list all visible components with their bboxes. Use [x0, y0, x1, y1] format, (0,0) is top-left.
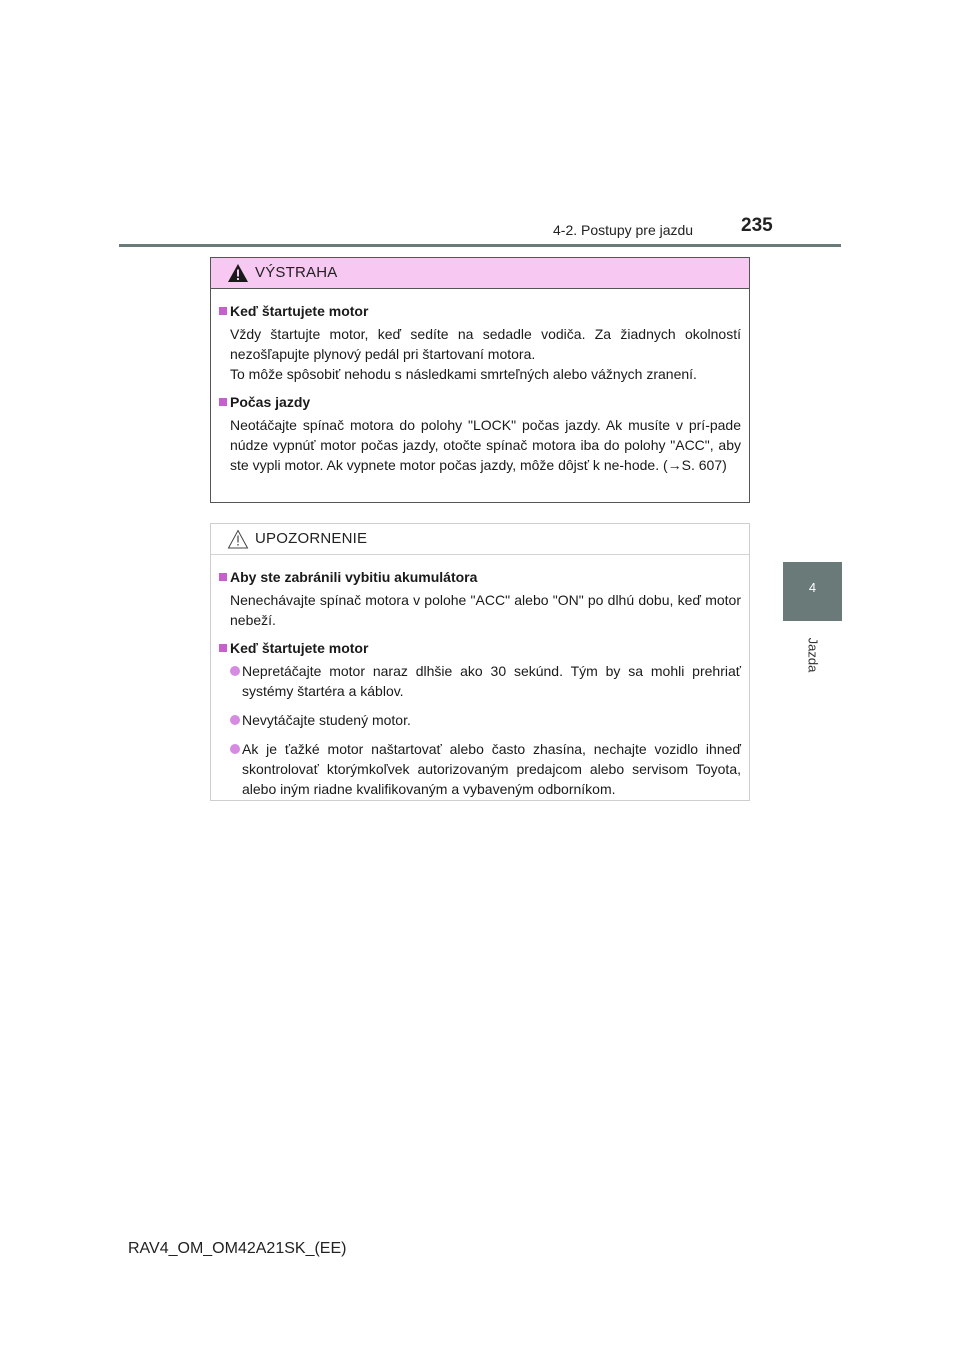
warning-item-title: [219, 392, 741, 412]
round-bullet-icon: [230, 715, 240, 725]
chapter-label-text: Jazda: [805, 637, 820, 673]
item-title-text: Aby ste zabránili vybitiu akumulátora: [230, 569, 478, 585]
warning-item-text: Neotáčajte spínač motora do polohy "LOCK" počas jazdy. Ak musíte v prí-pade núdze vypnúť motor počas jazdy, otočte spínač motora iba do polohy "ACC", aby ste vypli motor. Ak vypnete motor počas jazdy, môže dôjsť k ne-hode. (→S. 607): [230, 417, 741, 473]
notice-label: UPOZORNENIE: [255, 530, 368, 547]
warning-label: VÝSTRAHA: [255, 264, 338, 281]
warning-item-title: [219, 301, 741, 321]
square-bullet-icon: [219, 644, 227, 652]
warning-body: [211, 289, 749, 475]
caution-triangle-icon: [227, 529, 249, 549]
notice-body: [211, 555, 749, 799]
square-bullet-icon: [219, 573, 227, 581]
square-bullet-icon: [219, 307, 227, 315]
notice-item-title: [219, 567, 741, 587]
warning-triangle-icon: [227, 263, 249, 283]
warning-box: [210, 257, 750, 503]
page-number: 235: [741, 215, 773, 236]
notice-header: [211, 524, 749, 555]
bullet-text: Ak je ťažké motor naštartovať alebo často zhasína, nechajte vozidlo ihneď skontrolovať ktorýmkoľvek autorizovaným predajcom alebo servisom Toyota, alebo iným riadne kvalifikovaným a vybaveným odborníkom.: [242, 741, 741, 797]
item-title-text: Počas jazdy: [230, 394, 311, 410]
round-bullet-icon: [230, 744, 240, 754]
notice-item-text: Nenechávajte spínač motora v polohe "ACC" alebo "ON" po dlhú dobu, keď motor nebeží.: [230, 592, 741, 628]
notice-bullet: [219, 710, 741, 730]
item-title-text: Keď štartujete motor: [230, 640, 369, 656]
warning-item-text: Vždy štartujte motor, keď sedíte na sedadle vodiča. Za žiadnych okolností nezošľapujte plynový pedál pri štartovaní motora.: [230, 326, 741, 362]
bullet-text: Nepretáčajte motor naraz dlhšie ako 30 sekúnd. Tým by sa mohli prehriať systémy štartéra a káblov.: [242, 663, 741, 699]
notice-bullet: [219, 661, 741, 701]
chapter-number: 4: [808, 580, 817, 595]
notice-item-title: [219, 638, 741, 658]
warning-item-text: To môže spôsobiť nehodu s následkami smrteľných alebo vážnych zranení.: [230, 366, 697, 382]
item-title-text: Keď štartujete motor: [230, 303, 369, 319]
round-bullet-icon: [230, 666, 240, 676]
section-title: 4-2. Postupy pre jazdu: [553, 222, 694, 238]
notice-bullet: [219, 739, 741, 799]
chapter-tab: [783, 562, 842, 621]
document-code: RAV4_OM_OM42A21SK_(EE): [128, 1240, 347, 1257]
chapter-label: [783, 625, 842, 685]
bullet-text: Nevytáčajte studený motor.: [242, 712, 411, 728]
page-header: [0, 0, 960, 250]
warning-header: [211, 258, 749, 289]
square-bullet-icon: [219, 398, 227, 406]
notice-box: [210, 523, 750, 801]
header-rule: [119, 244, 841, 247]
